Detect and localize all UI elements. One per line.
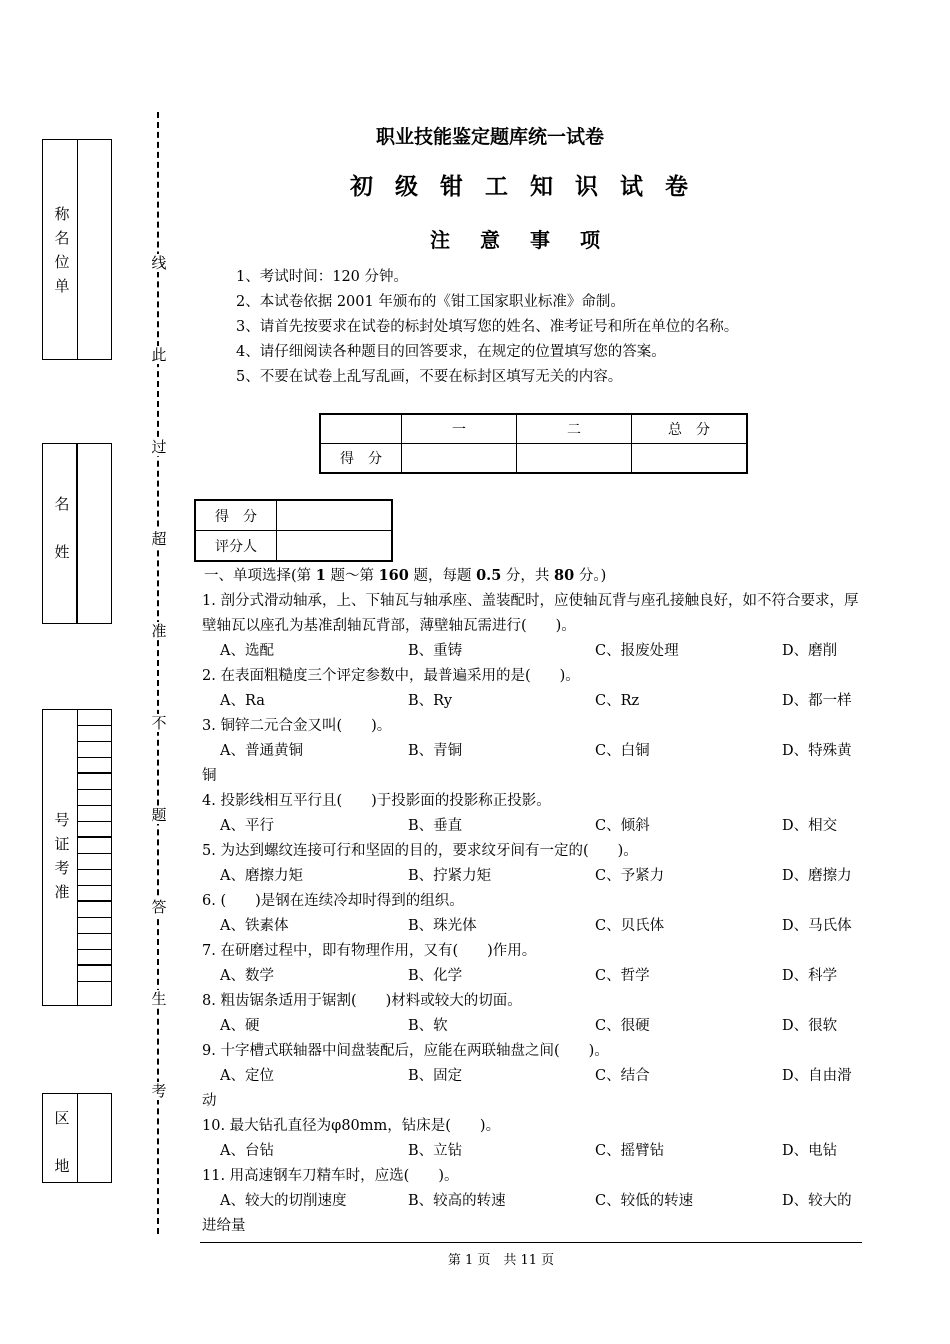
notice-title: 注意事项 <box>430 228 630 252</box>
option-d: D、磨削 <box>782 643 838 659</box>
option-b: B、拧紧力矩 <box>408 868 492 884</box>
question-stem: 4. 投影线相互平行且( )于投影面的投影称正投影。 <box>202 793 551 809</box>
option-a: A、Ra <box>220 693 265 709</box>
option-a: A、较大的切削速度 <box>220 1193 347 1209</box>
name-divider <box>76 444 78 623</box>
option-wrap-text: 动 <box>202 1093 217 1109</box>
option-a: A、定位 <box>220 1068 274 1084</box>
exam-no-label: 号 证 考 准 <box>54 811 70 901</box>
cut-line <box>157 112 159 1234</box>
option-b: B、Ry <box>408 693 453 709</box>
unit-label: 称 名 位 单 <box>54 205 70 295</box>
question-stem: 1. 剖分式滑动轴承，上、下轴瓦与轴承座、盖装配时，应使轴瓦背与座孔接触良好，如不符合要求，厚壁轴瓦以座孔为基准刮轴瓦背部，薄壁轴瓦需进行( )。 <box>202 593 859 634</box>
cut-char: 考 <box>151 1082 167 1100</box>
note-item: 5、不要在试卷上乱写乱画，不要在标封区填写无关的内容。 <box>236 369 623 385</box>
unit-seal-box <box>42 139 112 360</box>
region-seal-box <box>42 1093 112 1183</box>
unit-divider <box>77 140 78 359</box>
option-a: A、台钻 <box>220 1143 274 1159</box>
option-d: D、很软 <box>782 1018 838 1034</box>
option-c: C、较低的转速 <box>595 1193 694 1209</box>
grader-score-label: 得 分 <box>195 500 277 531</box>
question-options <box>202 1139 862 1164</box>
cut-char: 过 <box>151 438 167 456</box>
option-b: B、重铸 <box>408 643 463 659</box>
question-list <box>202 589 862 1239</box>
cut-char: 答 <box>151 898 167 916</box>
score-header-blank <box>320 414 402 444</box>
grader-name-label: 评分人 <box>195 531 277 562</box>
cut-char: 生 <box>151 990 167 1008</box>
score-cell-total[interactable] <box>632 444 748 474</box>
region-label: 区 地 <box>54 1109 70 1175</box>
name-label: 名 姓 <box>54 495 70 561</box>
note-item: 4、请仔细阅读各种题目的回答要求，在规定的位置填写您的答案。 <box>236 344 666 360</box>
option-b: B、软 <box>408 1018 448 1034</box>
option-d: D、都一样 <box>782 693 852 709</box>
question-stem: 7. 在研磨过程中，即有物理作用，又有( )作用。 <box>202 943 537 959</box>
option-a: A、硬 <box>220 1018 260 1034</box>
option-b: B、珠光体 <box>408 918 477 934</box>
cut-char: 准 <box>151 622 167 640</box>
option-d: D、马氏体 <box>782 918 852 934</box>
option-d: D、科学 <box>782 968 838 984</box>
question-stem: 5. 为达到螺纹连接可行和坚固的目的，要求纹牙间有一定的( )。 <box>202 843 638 859</box>
option-a: A、数学 <box>220 968 274 984</box>
option-c: C、予紧力 <box>595 868 665 884</box>
option-c: C、白铜 <box>595 743 650 759</box>
cut-char: 超 <box>151 530 167 548</box>
option-d: D、电钻 <box>782 1143 838 1159</box>
option-b: B、垂直 <box>408 818 463 834</box>
option-d: D、自由滑 <box>782 1068 852 1084</box>
question-stem: 10. 最大钻孔直径为φ80mm，钻床是( )。 <box>202 1118 501 1134</box>
option-d: D、相交 <box>782 818 838 834</box>
exam-no-grid[interactable] <box>77 710 111 1005</box>
option-b: B、立钻 <box>408 1143 463 1159</box>
option-c: C、结合 <box>595 1068 650 1084</box>
option-a: A、选配 <box>220 643 274 659</box>
question-options <box>202 739 862 764</box>
cut-char: 线 <box>151 254 167 272</box>
section-title: 一、单项选择(第 1 题～第 160 题，每题 0.5 分，共 80 分。) <box>204 567 607 584</box>
paper-title: 职业技能鉴定题库统一试卷 <box>375 126 604 148</box>
question-options <box>202 1064 862 1089</box>
grader-table <box>194 499 393 562</box>
name-seal-box <box>42 443 112 624</box>
option-wrap-text: 进给量 <box>202 1218 246 1234</box>
option-d: D、特殊黄 <box>782 743 852 759</box>
option-b: B、青铜 <box>408 743 463 759</box>
question-options <box>202 914 862 939</box>
option-a: A、平行 <box>220 818 274 834</box>
question-options <box>202 639 862 664</box>
option-c: C、哲学 <box>595 968 650 984</box>
score-header-part2: 二 <box>517 414 632 444</box>
notes-list <box>236 265 738 390</box>
option-a: A、普通黄铜 <box>220 743 303 759</box>
question-stem: 11. 用高速钢车刀精车时，应选( )。 <box>202 1168 459 1184</box>
score-cell-part2[interactable] <box>517 444 632 474</box>
option-c: C、摇臂钻 <box>595 1143 665 1159</box>
score-header-total: 总 分 <box>632 414 748 444</box>
question-options <box>202 1014 862 1039</box>
option-c: C、很硬 <box>595 1018 650 1034</box>
score-header-part1: 一 <box>402 414 517 444</box>
question-stem: 8. 粗齿锯条适用于锯割( )材料或较大的切面。 <box>202 993 522 1009</box>
score-summary-table <box>319 413 748 474</box>
cut-char: 此 <box>151 346 167 364</box>
score-row-label: 得 分 <box>320 444 402 474</box>
footer-rule <box>200 1242 862 1243</box>
option-b: B、化学 <box>408 968 463 984</box>
grader-score-cell[interactable] <box>277 500 393 531</box>
question-options <box>202 689 862 714</box>
grader-name-cell[interactable] <box>277 531 393 562</box>
region-divider <box>77 1094 78 1182</box>
option-c: C、倾斜 <box>595 818 650 834</box>
note-item: 3、请首先按要求在试卷的标封处填写您的姓名、准考证号和所在单位的名称。 <box>236 319 739 335</box>
question-options <box>202 964 862 989</box>
cut-char: 题 <box>151 806 167 824</box>
note-item: 2、本试卷依据 2001 年颁布的《钳工国家职业标准》命制。 <box>236 294 625 310</box>
option-a: A、铁素体 <box>220 918 289 934</box>
option-a: A、磨擦力矩 <box>220 868 303 884</box>
paper-subtitle: 初级钳工知识试卷 <box>350 174 710 200</box>
question-options <box>202 1189 862 1214</box>
option-d: D、磨擦力 <box>782 868 852 884</box>
page-footer: 第 1 页 共 11 页 <box>447 1253 555 1268</box>
question-stem: 3. 铜锌二元合金又叫( )。 <box>202 718 392 734</box>
question-options <box>202 814 862 839</box>
option-d: D、较大的 <box>782 1193 852 1209</box>
exam-no-seal-box <box>42 709 112 1006</box>
option-c: C、贝氏体 <box>595 918 665 934</box>
option-c: C、Rz <box>595 693 640 709</box>
question-options <box>202 864 862 889</box>
option-wrap-text: 铜 <box>202 768 217 784</box>
cut-char: 不 <box>151 714 167 732</box>
question-stem: 9. 十字槽式联轴器中间盘装配后，应能在两联轴盘之间( )。 <box>202 1043 609 1059</box>
note-item: 1、考试时间：120 分钟。 <box>236 269 409 285</box>
score-cell-part1[interactable] <box>402 444 517 474</box>
option-b: B、较高的转速 <box>408 1193 506 1209</box>
question-stem: 2. 在表面粗糙度三个评定参数中，最普遍采用的是( )。 <box>202 668 580 684</box>
option-b: B、固定 <box>408 1068 463 1084</box>
option-c: C、报废处理 <box>595 643 679 659</box>
question-stem: 6. ( )是钢在连续冷却时得到的组织。 <box>202 893 464 909</box>
